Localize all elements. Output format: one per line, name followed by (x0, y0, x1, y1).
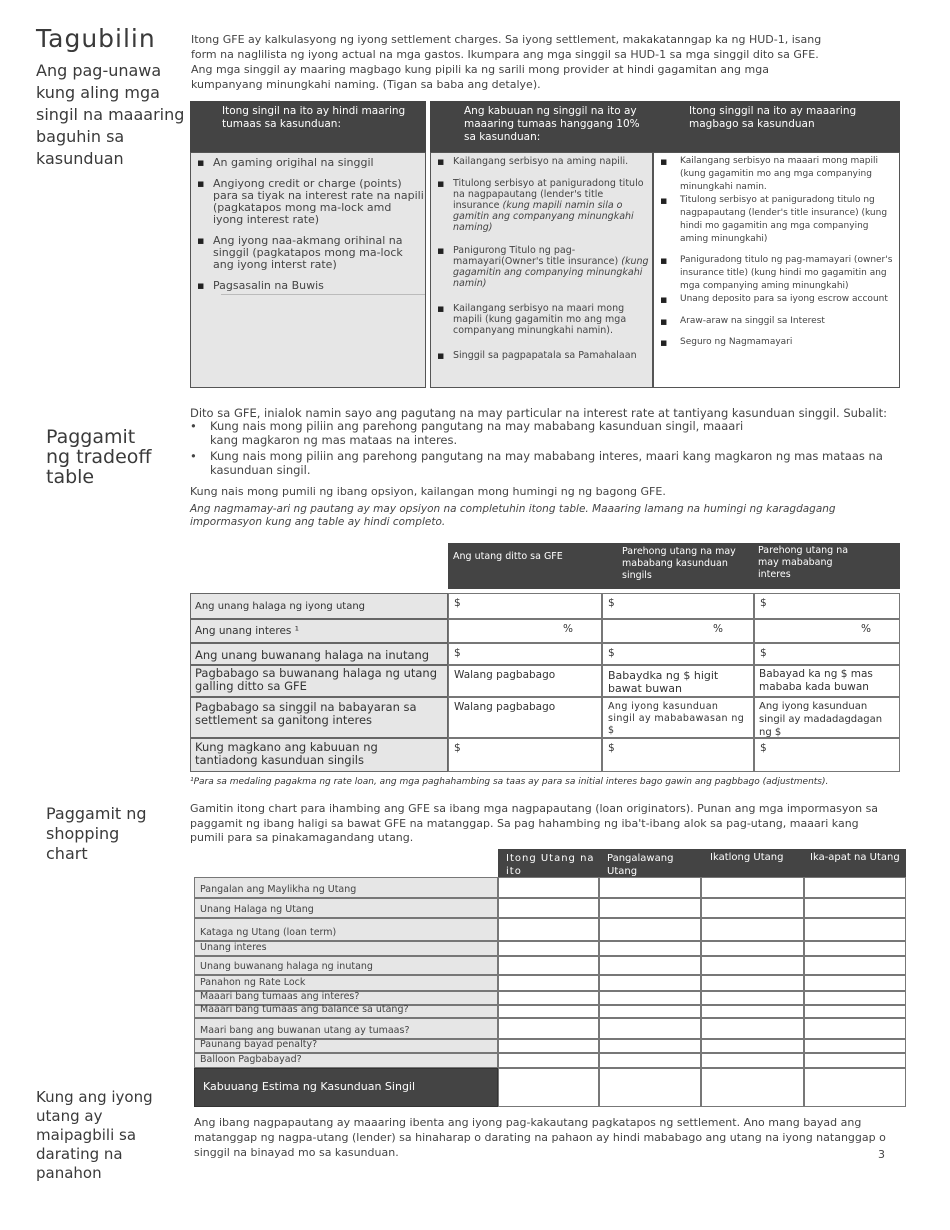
shopping-total-cell[interactable] (701, 1068, 804, 1107)
shopping-cell[interactable] (599, 941, 701, 956)
shopping-cell[interactable] (498, 956, 599, 975)
tradeoff-note: Ang nagmamay-ari ng pautang ay may opsiyon na completuhin itong table. Maaaring lamang na humingi ng karagdagang impormasyon kung ang table ay hindi completo. (190, 503, 836, 528)
column-header-fixed (190, 101, 426, 152)
shopping-cell[interactable] (599, 991, 701, 1005)
shopping-cell[interactable] (498, 918, 599, 941)
shopping-cell[interactable] (599, 975, 701, 991)
tradeoff-cell[interactable]: Walang pagbabago (448, 697, 602, 738)
shopping-cell[interactable] (804, 918, 906, 941)
tradeoff-row-label: Pagbabago sa buwanang halaga ng utang galling ditto sa GFE (190, 665, 448, 697)
shopping-cell[interactable] (498, 991, 599, 1005)
shopping-cell[interactable] (804, 941, 906, 956)
list-item: ▪ Kailangang serbisyo na aming napili. (431, 156, 652, 167)
list-item: ▪ Titulong serbisyo at paniguradong titulo ng nagpapautang (lender's title insurance) (kung hindi mo gagamitin ang mga companying aming minungkahi) (654, 194, 899, 246)
shopping-row-label: Kataga ng Utang (loan term) (194, 918, 498, 941)
tradeoff-new-gfe: Kung nais mong pumili ng ibang opsiyon, kailangan mong humingi ng ng bagong GFE. (190, 485, 666, 498)
shopping-cell[interactable] (498, 1005, 599, 1018)
tradeoff-row-label: Ang unang halaga ng iyong utang (190, 593, 448, 619)
shopping-row-label: Paunang bayad penalty? (194, 1039, 498, 1053)
shopping-cell[interactable] (804, 991, 906, 1005)
shopping-row-label: Panahon ng Rate Lock (194, 975, 498, 991)
shopping-cell[interactable] (804, 877, 906, 898)
shopping-cell[interactable] (599, 1018, 701, 1039)
tradeoff-cell[interactable]: % (754, 619, 900, 643)
shopping-cell[interactable] (599, 877, 701, 898)
list-item: ▪ Singgil sa pagpapatala sa Pamahalaan (431, 350, 652, 361)
shopping-cell[interactable] (498, 1018, 599, 1039)
shopping-total-cell[interactable] (599, 1068, 701, 1107)
shopping-cell[interactable] (701, 918, 804, 941)
intro-text: Itong GFE ay kalkulasyong ng iyong settlement charges. Sa iyong settlement, makakatanngap ka ng HUD-1, isang form na naglilista ng iyong actual na mga gastos. Ikumpara ang mga singgil sa HUD-1 sa mga singgil dito sa GFE. Ang mga singgil ay maaring magbago kung pipili ka ng sarili mong provider at hindi gagamitan ang mga kumpanyang minungkahi naming. (Tigan sa baba ang detalye). (191, 33, 822, 91)
column-header-text: Ang kabuuan ng singgil na ito ay maaaring tumaas hanggang 10% sa kasunduan: (464, 105, 640, 143)
shopping-cell[interactable] (599, 918, 701, 941)
shopping-total-cell[interactable] (498, 1068, 599, 1107)
shopping-cell[interactable] (804, 1018, 906, 1039)
divider (221, 294, 425, 295)
shopping-cell[interactable] (599, 956, 701, 975)
tradeoff-cell[interactable]: $ (448, 738, 602, 772)
shopping-cell[interactable] (498, 898, 599, 918)
shopping-cell[interactable] (599, 898, 701, 918)
shopping-row-label: Maari bang ang buwanan utang ay tumaas? (194, 1018, 498, 1039)
shopping-cell[interactable] (498, 1039, 599, 1053)
shopping-cell[interactable] (498, 941, 599, 956)
column-header-ten-percent (430, 101, 653, 152)
list-item: ▪ Angiyong credit or charge (points) para sa tiyak na interest rate na napili (pagkatapos mong ma-lock amd iyong interest rate) (191, 178, 425, 226)
section-subtitle: Ang pag-unawa kung aling mga singil na maaaring baguhin sa kasunduan (36, 61, 185, 168)
shopping-heading: Paggamit ng shopping chart (46, 804, 147, 863)
list-item: ▪ Araw-araw na singgil sa Interest (654, 315, 899, 328)
shopping-header-cell: Pangalawang Utang (607, 853, 674, 877)
shopping-cell[interactable] (804, 898, 906, 918)
tradeoff-intro: Dito sa GFE, inialok namin sayo ang pagutang na may particular na interest rate at tantiyang kasunduan singgil. Subalit: (190, 406, 888, 420)
shopping-header-cell: Ikatlong Utang (710, 852, 784, 863)
shopping-cell[interactable] (701, 898, 804, 918)
shopping-intro: Gamitin itong chart para ihambing ang GFE sa ibang mga nagpapautang (loan originators). Punan ang mga impormasyon sa paggamit ng ibang haligi sa bawat GFE na matanggap. Sa pag hahambing ng iba't-ibang alok sa pag-utang, maaari kang pumili para sa pinakamagandang utang. (190, 802, 879, 844)
column-header-changeable (653, 101, 900, 152)
shopping-total-cell[interactable] (804, 1068, 906, 1107)
list-item: ▪ Titulong serbisyo at paniguradong titulo na nagpapautang (lender's title insurance (kung mapili namin sila o gamitin ang companyang minungkahi naming) (431, 178, 652, 233)
shopping-row-label: Balloon Pagbabayad? (194, 1053, 498, 1068)
tradeoff-heading: Paggamit ng tradeoff table (46, 426, 152, 488)
shopping-cell[interactable] (804, 1053, 906, 1068)
column-fixed-charges (190, 152, 426, 388)
tradeoff-bullet: • Kung nais mong piliin ang parehong pangutang na may mababang interes, maari kang magkaron ng mas mataas na kasunduan singil. (190, 449, 883, 477)
shopping-cell[interactable] (701, 1039, 804, 1053)
tradeoff-cell[interactable]: $ (602, 738, 754, 772)
shopping-cell[interactable] (701, 1005, 804, 1018)
shopping-header-cell: Itong Utang na ito (506, 853, 595, 877)
shopping-row-label: Pangalan ang Maylikha ng Utang (194, 877, 498, 898)
shopping-cell[interactable] (701, 975, 804, 991)
tradeoff-cell[interactable]: $ (754, 593, 900, 619)
tradeoff-row-label: Ang unang buwanang halaga na inutang (190, 643, 448, 665)
tradeoff-cell[interactable]: Babaydka ng $ higit bawat buwan (602, 665, 754, 697)
tradeoff-row-label: Ang unang interes ¹ (190, 619, 448, 643)
shopping-cell[interactable] (804, 956, 906, 975)
shopping-cell[interactable] (701, 956, 804, 975)
list-item: ▪ Kailangang serbisyo na maaari mong mapili (kung gagamitin mo ang mga companying minungkahi namin. (654, 155, 899, 194)
shopping-row-label: Maaari bang tumaas ang interes? (194, 991, 498, 1005)
list-item: ▪ Pagsasalin na Buwis (191, 280, 425, 292)
tradeoff-row-label: Kung magkano ang kabuuan ng tantiadong kasunduan singils (190, 738, 448, 772)
tradeoff-header-cell: Ang utang ditto sa GFE (453, 551, 563, 562)
tradeoff-cell[interactable]: $ (602, 593, 754, 619)
page-number: 3 (878, 1148, 885, 1161)
shopping-cell[interactable] (804, 1005, 906, 1018)
column-ten-percent-charges (430, 152, 653, 388)
list-item: ▪ Paniguradong titulo ng pag-mamayari (owner's insurance title) (kung hindi mo gagamitin ang mga companying aming minungkahi) (654, 254, 899, 293)
shopping-cell[interactable] (599, 1039, 701, 1053)
future-text: Ang ibang nagpapautang ay maaaring ibenta ang iyong pag-kakautang pagkatapos ng settlement. Ano mang bayad ang matanggap ng nagpa-utang (lender) sa hinaharap o darating na pahaon ay hindi mababago ang utang na iyong natanggap o singgil na binayad mo sa kasunduan. (194, 1116, 886, 1159)
tradeoff-cell[interactable]: $ (754, 738, 900, 772)
shopping-row-label: Unang interes (194, 941, 498, 956)
tradeoff-header-cell: Parehong utang na may mababang kasunduan singils (622, 546, 736, 581)
shopping-cell[interactable] (498, 975, 599, 991)
shopping-cell[interactable] (498, 1053, 599, 1068)
shopping-cell[interactable] (804, 975, 906, 991)
tradeoff-cell[interactable]: $ (448, 643, 602, 665)
future-heading: Kung ang iyong utang ay maipagbili sa darating na panahon (36, 1088, 153, 1182)
shopping-cell[interactable] (599, 1005, 701, 1018)
shopping-row-label: Maaari bang tumaas ang balance sa utang? (194, 1005, 498, 1018)
tradeoff-row-label: Pagbabago sa singgil na babayaran sa settlement sa ganitong interes (190, 697, 448, 738)
column-changeable-charges (653, 152, 900, 388)
tradeoff-cell[interactable]: $ (602, 643, 754, 665)
shopping-cell[interactable] (804, 1039, 906, 1053)
shopping-row-label: Unang buwanang halaga ng inutang (194, 956, 498, 975)
tradeoff-cell[interactable]: $ (754, 643, 900, 665)
list-item: ▪ Seguro ng Nagmamayari (654, 336, 899, 349)
tradeoff-cell[interactable]: Ang iyong kasunduan singil ay mababawasan ng $ (602, 697, 754, 738)
shopping-row-label: Unang Halaga ng Utang (194, 898, 498, 918)
shopping-total-label (194, 1068, 498, 1107)
shopping-total-text: Kabuuang Estima ng Kasunduan Singil (203, 1080, 416, 1093)
list-item: ▪ An gaming origihal na singgil (191, 157, 425, 169)
list-item: ▪ Unang deposito para sa iyong escrow account (654, 293, 899, 306)
tradeoff-cell[interactable]: $ (448, 593, 602, 619)
list-item: ▪ Kailangang serbisyo na maari mong mapili (kung gagamitin mo ang mga companyang minungkahi namin). (431, 303, 652, 336)
page-title: Tagubilin (36, 24, 156, 53)
column-header-text: Itong singil na ito ay hindi maaring tumaas sa kasunduan: (222, 105, 406, 130)
shopping-cell[interactable] (701, 1018, 804, 1039)
list-item: ▪ Panigurong Titulo ng pag-mamayari(Owner's title insurance) (kung gagamitin ang companying minungkahi namin) (431, 245, 652, 289)
tradeoff-cell[interactable]: % (602, 619, 754, 643)
list-item: ▪ Ang iyong naa-akmang orihinal na singgil (pagkatapos mong ma-lock ang iyong interst rate) (191, 235, 425, 271)
tradeoff-cell[interactable]: % (448, 619, 602, 643)
shopping-cell[interactable] (599, 1053, 701, 1068)
tradeoff-bullet: • Kung nais mong piliin ang parehong pangutang na may mababang kasunduan singil, maaari kang magkaron ng mas mataas na interes. (190, 419, 744, 447)
tradeoff-cell[interactable]: Ang iyong kasunduan singil ay madadagdagan ng $ (754, 697, 900, 738)
shopping-cell[interactable] (701, 941, 804, 956)
column-header-text: Itong singgil na ito ay maaaring magbago sa kasunduan (689, 105, 857, 130)
tradeoff-cell[interactable]: Babayad ka ng $ mas mababa kada buwan (754, 665, 900, 697)
shopping-cell[interactable] (701, 1053, 804, 1068)
tradeoff-footnote: ¹Para sa medaling pagakma ng rate loan, ang mga paghahambing sa taas ay para sa initial interes bago gawin ang pagbbago (adjustments). (190, 777, 829, 787)
shopping-cell[interactable] (701, 991, 804, 1005)
shopping-header-cell: Ika-apat na Utang (810, 852, 900, 863)
shopping-cell[interactable] (701, 877, 804, 898)
tradeoff-header-cell: Parehong utang na may mababang interes (758, 545, 849, 580)
tradeoff-cell[interactable]: Walang pagbabago (448, 665, 602, 697)
shopping-cell[interactable] (498, 877, 599, 898)
